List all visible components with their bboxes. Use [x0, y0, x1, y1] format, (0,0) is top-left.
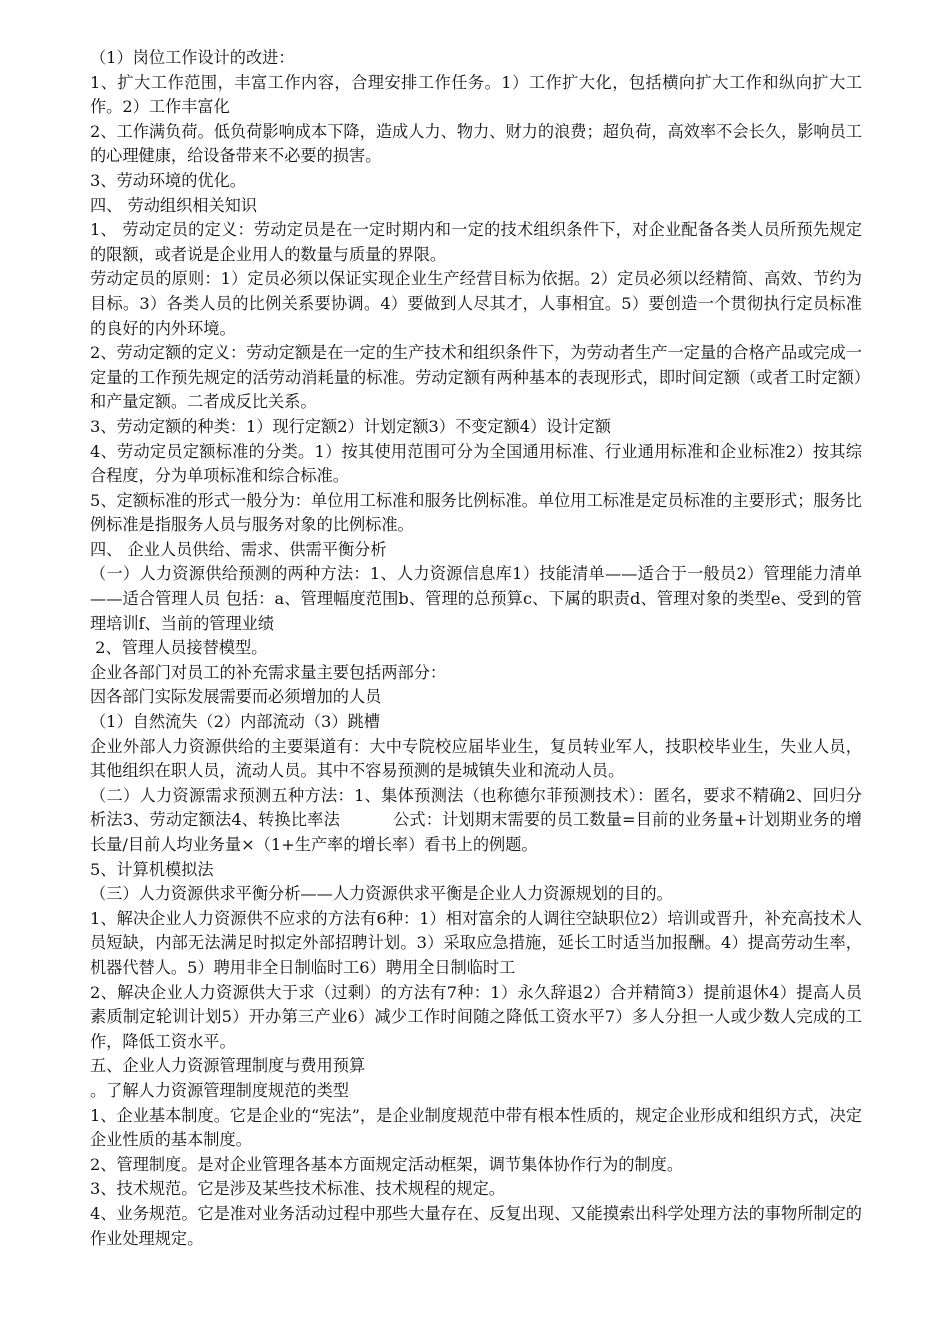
section-heading-hr-policy-budget: 五、企业人力资源管理制度与费用预算 [90, 1056, 366, 1076]
paragraph-25: 。了解人力资源管理制度规范的类型 [90, 1080, 349, 1100]
paragraph-20: 5、计算机模拟法 [90, 859, 214, 879]
paragraph-8: 2、劳动定额的定义：劳动定额是在一定的生产技术和组织条件下，为劳动者生产一定量的合格产品或完成一定量的工作预先规定的活劳动消耗量的标准。劳动定额有两种基本的表现形式，即时间定额（或者工时定额）和产量定额。二者成反比关系。 [90, 343, 862, 412]
paragraph-2: 1、扩大工作范围，丰富工作内容，合理安排工作任务。1）工作扩大化，包括横向扩大工作和纵向扩大工作。2）工作丰富化 [90, 72, 862, 117]
paragraph-22: 1、解决企业人力资源供不应求的方法有6种：1）相对富余的人调往空缺职位2）培训或晋升，补充高技术人员短缺，内部无法满足时拟定外部招聘计划。3）采取应急措施，延长工时适当加报酬。4）提高劳动生率，机器代替人。5）聘用非全日制临时工6）聘用全日制临时工 [90, 908, 862, 977]
paragraph-15: 企业各部门对员工的补充需求量主要包括两部分： [90, 662, 447, 682]
paragraph-9: 3、劳动定额的种类：1）现行定额2）计划定额3）不变定额4）设计定额 [90, 416, 611, 436]
paragraph-27: 2、管理制度。是对企业管理各基本方面规定活动框架，调节集体协作行为的制度。 [90, 1154, 684, 1174]
paragraph-18: 企业外部人力资源供给的主要渠道有：大中专院校应届毕业生，复员转业军人，技职校毕业生，失业人员，其他组织在职人员，流动人员。其中不容易预测的是城镇失业和流动人员。 [90, 736, 862, 781]
paragraph-28: 3、技术规范。它是涉及某些技术标准、技术规程的规定。 [90, 1179, 505, 1199]
paragraph-13: （一）人力资源供给预测的两种方法：1、人力资源信息库1）技能清单——适合于一般员2）管理能力清单——适合管理人员 包括：a、管理幅度范围b、管理的总预算c、下属的职责d、管理对象的类型e、受到的管理培训f、当前的管理业绩 [90, 564, 862, 633]
paragraph-21: （三）人力资源供求平衡分析——人力资源供求平衡是企业人力资源规划的目的。 [90, 884, 673, 904]
paragraph-23: 2、解决企业人力资源供大于求（过剩）的方法有7种：1）永久辞退2）合并精简3）提前退休4）提高人员素质制定轮训计划5）开办第三产业6）减少工作时间随之降低工资水平7）多人分担一人或少数人完成的工作，降低工资水平。 [90, 982, 862, 1051]
paragraph-4: 3、劳动环境的优化。 [90, 170, 246, 190]
paragraph-14: 2、管理人员接替模型。 [90, 638, 268, 658]
paragraph-26: 1、企业基本制度。它是企业的“宪法”，是企业制度规范中带有根本性质的，规定企业形成和组织方式，决定企业性质的基本制度。 [90, 1105, 862, 1150]
paragraph-29: 4、业务规范。它是准对业务活动过程中那些大量存在、反复出现、又能摸索出科学处理方法的事物所制定的作业处理规定。 [90, 1203, 862, 1248]
paragraph-17: （1）自然流失（2）内部流动（3）跳槽 [90, 712, 380, 732]
paragraph-11: 5、定额标准的形式一般分为：单位用工标准和服务比例标准。单位用工标准是定员标准的主要形式；服务比例标准是指服务人员与服务对象的比例标准。 [90, 490, 862, 535]
paragraph-19: （二）人力资源需求预测五种方法：1、集体预测法（也称德尔菲预测技术）：匿名，要求不精确2、回归分析法3、劳动定额法4、转换比率法 公式：计划期末需要的员工数量=目前的业务量+计划期业务的增长量/目前人均业务量×（1+生产率的增长率）看书上的例题。 [90, 785, 862, 854]
paragraph-1: （1）岗位工作设计的改进： [90, 48, 295, 67]
section-heading-labor-organization: 四、 劳动组织相关知识 [90, 195, 258, 215]
section-heading-supply-demand: 四、 企业人员供给、需求、供需平衡分析 [90, 539, 387, 559]
paragraph-7: 劳动定员的原则：1）定员必须以保证实现企业生产经营目标为依据。2）定员必须以经精简、高效、节约为目标。3）各类人员的比例关系要协调。4）要做到人尽其才，人事相宜。5）要创造一个贯彻执行定员标准的良好的内外环境。 [90, 269, 862, 338]
paragraph-16: 因各部门实际发展需要而必须增加的人员 [90, 687, 382, 707]
paragraph-6: 1、 劳动定员的定义：劳动定员是在一定时期内和一定的技术组织条件下，对企业配备各类人员所预先规定的限额，或者说是企业用人的数量与质量的界限。 [90, 220, 862, 264]
paragraph-10: 4、劳动定员定额标准的分类。1）按其使用范围可分为全国通用标准、行业通用标准和企业标准2）按其综合程度，分为单项标准和综合标准。 [90, 441, 862, 486]
paragraph-3: 2、工作满负荷。低负荷影响成本下降，造成人力、物力、财力的浪费；超负荷，高效率不会长久，影响员工的心理健康，给设备带来不必要的损害。 [90, 121, 862, 166]
